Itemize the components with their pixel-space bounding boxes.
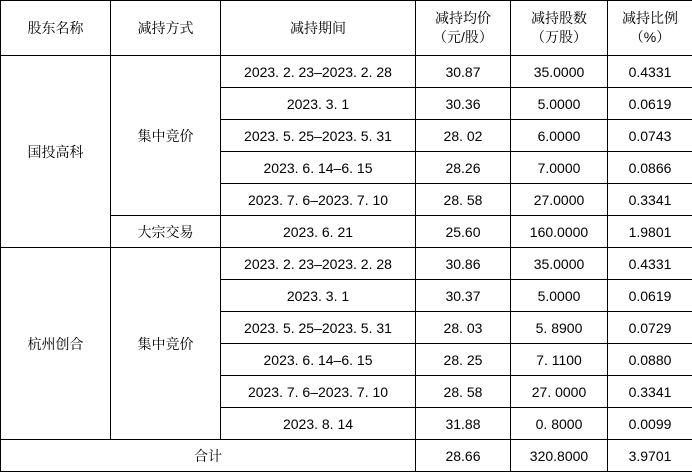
column-header-line: （%） [610, 28, 690, 47]
reduction-ratio-cell: 0.3341 [608, 376, 692, 408]
average-price-cell: 31.88 [416, 408, 511, 440]
shares-reduced-cell: 0. 8000 [511, 408, 608, 440]
average-price-cell: 28. 58 [416, 376, 511, 408]
shares-reduced-cell: 5.0000 [511, 280, 608, 312]
shares-reduced-cell: 27. 0000 [511, 376, 608, 408]
reduction-ratio-cell: 0.0619 [608, 280, 692, 312]
column-header-0 [1, 1, 111, 56]
total-label-cell: 合计 [1, 440, 416, 472]
table-row [1, 56, 692, 88]
column-header-line: 减持股数 [513, 9, 605, 28]
reduction-period-cell: 2023. 6. 21 [221, 216, 416, 248]
reduction-ratio-cell: 0.4331 [608, 248, 692, 280]
reduction-ratio-cell: 0.0729 [608, 312, 692, 344]
column-header-line: 减持期间 [223, 19, 413, 38]
reduction-ratio-cell: 0.0743 [608, 120, 692, 152]
table-header [1, 1, 692, 56]
reduction-method-cell: 集中竞价 [111, 56, 221, 216]
shares-reduced-cell: 5.0000 [511, 88, 608, 120]
table-body [1, 56, 692, 472]
reduction-ratio-cell: 0.3341 [608, 184, 692, 216]
holder-name-cell: 国投高科 [1, 56, 111, 248]
table-row [1, 248, 692, 280]
total-average-price-cell: 28.66 [416, 440, 511, 472]
total-row [1, 440, 692, 472]
reduction-period-cell: 2023. 6. 14–6. 15 [221, 152, 416, 184]
column-header-line: （元/股） [418, 28, 508, 47]
total-ratio-cell: 3.9701 [608, 440, 692, 472]
shares-reduced-cell: 6.0000 [511, 120, 608, 152]
average-price-cell: 30.37 [416, 280, 511, 312]
column-header-1 [111, 1, 221, 56]
column-header-4 [511, 1, 608, 56]
shares-reduced-cell: 7. 1100 [511, 344, 608, 376]
reduction-ratio-cell: 0.4331 [608, 56, 692, 88]
shares-reduced-cell: 7.0000 [511, 152, 608, 184]
reduction-ratio-cell: 1.9801 [608, 216, 692, 248]
reduction-ratio-cell: 0.0619 [608, 88, 692, 120]
shares-reduced-cell: 27.0000 [511, 184, 608, 216]
shares-reduced-cell: 35.0000 [511, 248, 608, 280]
average-price-cell: 28. 03 [416, 312, 511, 344]
reduction-period-cell: 2023. 5. 25–2023. 5. 31 [221, 120, 416, 152]
reduction-ratio-cell: 0.0880 [608, 344, 692, 376]
column-header-line: 股东名称 [3, 19, 108, 38]
column-header-line: 减持方式 [113, 19, 218, 38]
column-header-line: （万股） [513, 28, 605, 47]
average-price-cell: 28. 25 [416, 344, 511, 376]
reduction-period-cell: 2023. 2. 23–2023. 2. 28 [221, 248, 416, 280]
reduction-period-cell: 2023. 3. 1 [221, 280, 416, 312]
average-price-cell: 28. 02 [416, 120, 511, 152]
reduction-period-cell: 2023. 8. 14 [221, 408, 416, 440]
reduction-period-cell: 2023. 5. 25–2023. 5. 31 [221, 312, 416, 344]
shares-reduced-cell: 160.0000 [511, 216, 608, 248]
holder-name-cell: 杭州创合 [1, 248, 111, 440]
average-price-cell: 25.60 [416, 216, 511, 248]
average-price-cell: 30.87 [416, 56, 511, 88]
column-header-line: 减持均价 [418, 9, 508, 28]
reduction-ratio-cell: 0.0866 [608, 152, 692, 184]
average-price-cell: 28.26 [416, 152, 511, 184]
reduction-period-cell: 2023. 7. 6–2023. 7. 10 [221, 184, 416, 216]
average-price-cell: 28. 58 [416, 184, 511, 216]
column-header-line: 减持比例 [610, 9, 690, 28]
reduction-ratio-cell: 0.0099 [608, 408, 692, 440]
reduction-method-cell: 大宗交易 [111, 216, 221, 248]
reduction-method-cell: 集中竞价 [111, 248, 221, 440]
table-header-row [1, 1, 692, 56]
reduction-period-cell: 2023. 2. 23–2023. 2. 28 [221, 56, 416, 88]
column-header-2 [221, 1, 416, 56]
column-header-3 [416, 1, 511, 56]
shares-reduced-cell: 35.0000 [511, 56, 608, 88]
shares-reduced-cell: 5. 8900 [511, 312, 608, 344]
column-header-5 [608, 1, 692, 56]
reduction-period-cell: 2023. 3. 1 [221, 88, 416, 120]
total-shares-cell: 320.8000 [511, 440, 608, 472]
reduction-period-cell: 2023. 7. 6–2023. 7. 10 [221, 376, 416, 408]
reduction-period-cell: 2023. 6. 14–6. 15 [221, 344, 416, 376]
average-price-cell: 30.36 [416, 88, 511, 120]
average-price-cell: 30.86 [416, 248, 511, 280]
